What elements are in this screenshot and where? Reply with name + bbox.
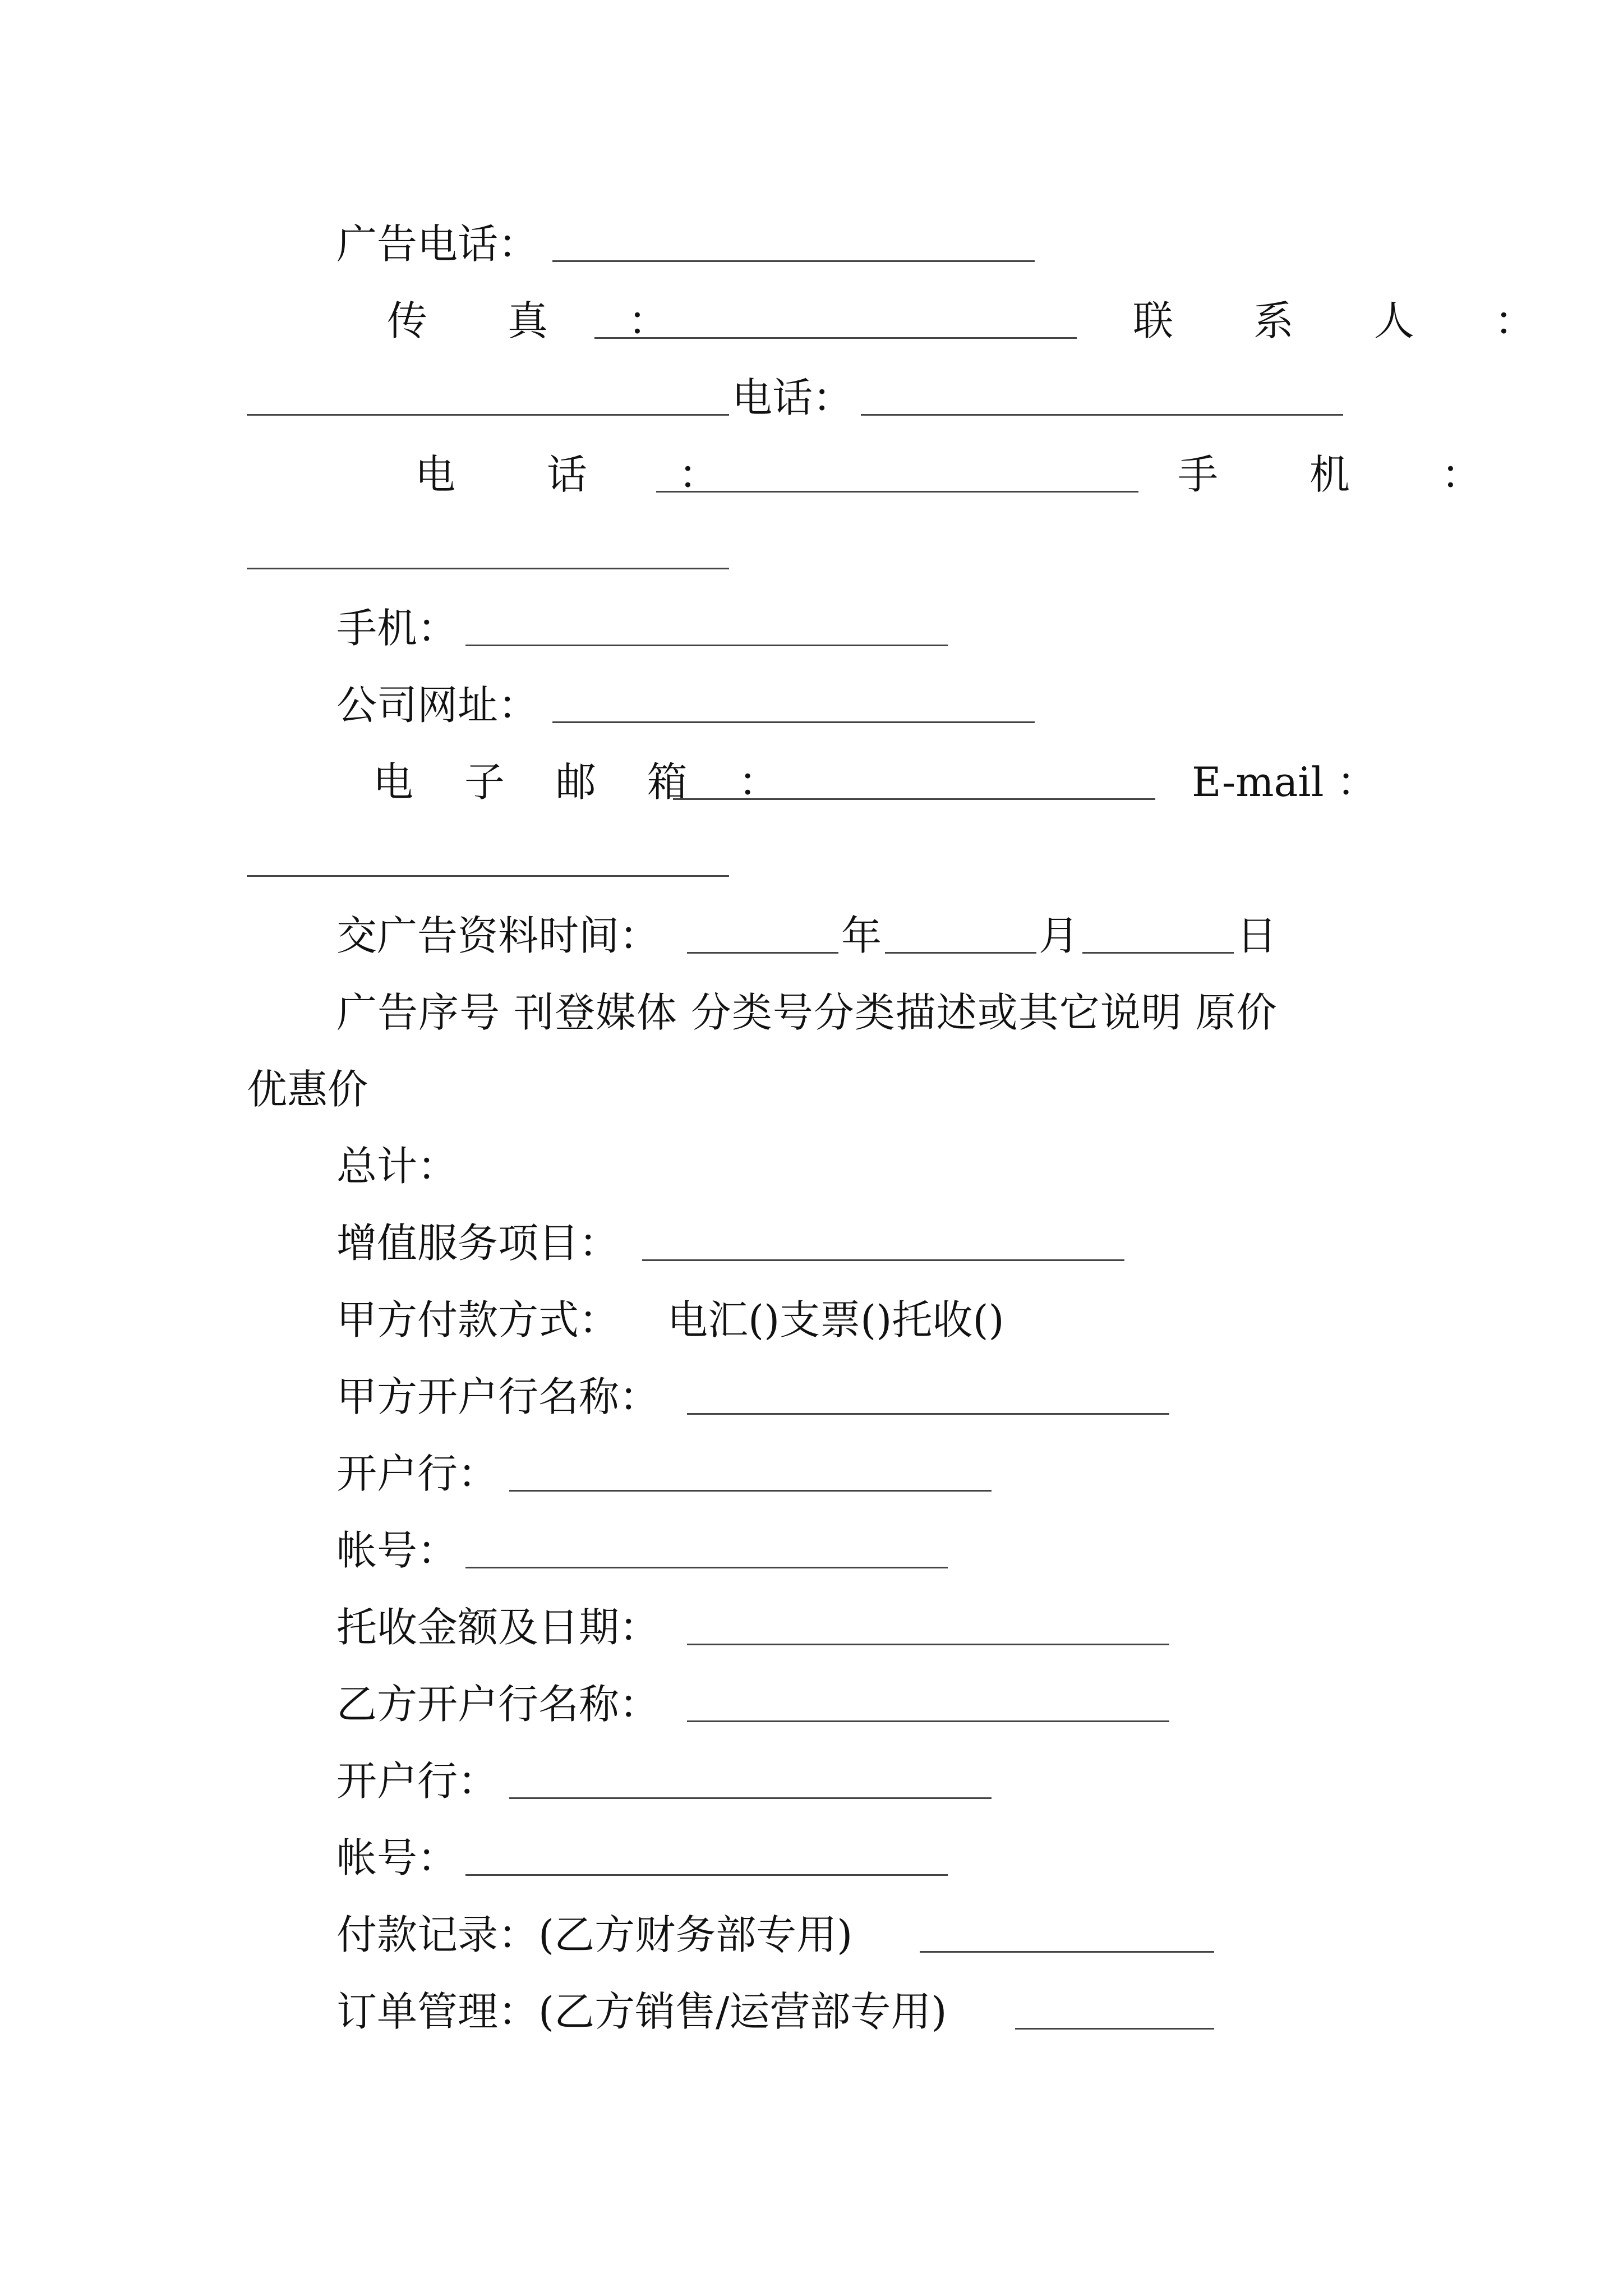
ad-phone-row (0, 213, 1623, 275)
collection-amount-label: 托收金额及日期： (336, 1604, 660, 1651)
month-label: 月 (1039, 912, 1080, 959)
mobile-blank[interactable] (465, 645, 948, 646)
party-a-bank-row (0, 1443, 1623, 1504)
website-row (0, 674, 1623, 736)
party-a-bank-name-label: 甲方开户行名称： (336, 1373, 660, 1420)
value-added-blank[interactable] (642, 1259, 1124, 1261)
phone2-label: 电 话 ： (415, 451, 758, 498)
payment-record-blank[interactable] (920, 1951, 1214, 1953)
collection-amount-row (0, 1596, 1623, 1658)
mobile2-label: 手 机 ： (1178, 451, 1521, 498)
email-cn-blank[interactable] (673, 798, 1155, 800)
ad-phone-blank[interactable] (552, 260, 1035, 262)
order-mgmt-row (0, 1981, 1623, 2042)
party-a-bank-blank[interactable] (509, 1490, 992, 1492)
day-label: 日 (1237, 912, 1278, 959)
mobile-row (0, 597, 1623, 659)
value-added-row (0, 1212, 1623, 1274)
mobile-label: 手机： (336, 605, 458, 652)
party-b-account-label: 帐号： (336, 1834, 458, 1881)
collection-amount-blank[interactable] (687, 1644, 1169, 1645)
phone2-mobile2-row (0, 444, 1623, 505)
contact-blank[interactable] (247, 414, 729, 416)
party-a-bank-name-blank[interactable] (687, 1413, 1169, 1415)
party-b-account-row (0, 1827, 1623, 1889)
email-en-label: E-mail ： (1192, 758, 1377, 806)
submit-time-label: 交广告资料时间： (336, 912, 660, 959)
party-b-bank-name-row (0, 1673, 1623, 1735)
party-b-bank-blank[interactable] (509, 1797, 992, 1799)
email-cn-label: 电 子 邮 箱 ： (373, 758, 798, 806)
party-a-bank-name-row (0, 1366, 1623, 1428)
day-blank[interactable] (1082, 952, 1234, 954)
fax-blank[interactable] (594, 337, 1077, 339)
party-b-bank-name-blank[interactable] (687, 1720, 1169, 1722)
email-en-blank[interactable] (247, 875, 729, 877)
party-a-account-label: 帐号： (336, 1527, 458, 1574)
contact-phone-row (0, 367, 1623, 429)
mobile2-blank[interactable] (247, 568, 729, 569)
phone2-blank[interactable] (656, 491, 1138, 493)
party-b-bank-label: 开户行： (336, 1757, 499, 1805)
party-a-account-blank[interactable] (465, 1567, 948, 1568)
fax-label: 传 真 ： (387, 297, 702, 344)
party-b-bank-name-label: 乙方开户行名称： (336, 1681, 660, 1728)
email-blank-row (0, 828, 1623, 890)
payment-options[interactable]: 电汇()支票()托收() (667, 1296, 1004, 1343)
year-label: 年 (841, 912, 882, 959)
payment-method-label: 甲方付款方式： (336, 1296, 620, 1343)
phone-label: 电话： (732, 374, 854, 421)
website-blank[interactable] (552, 721, 1035, 723)
value-added-label: 增值服务项目： (336, 1220, 620, 1267)
order-mgmt-label: 订单管理：(乙方销售/运营部专用) (336, 1988, 947, 2035)
party-b-bank-row (0, 1750, 1623, 1812)
year-blank[interactable] (687, 952, 838, 954)
phone-blank[interactable] (861, 414, 1343, 416)
total-row (0, 1135, 1623, 1197)
party-b-account-blank[interactable] (465, 1874, 948, 1876)
mobile2-blank-row (0, 521, 1623, 582)
ad-phone-label: 广告电话： (336, 220, 539, 268)
payment-record-label: 付款记录：(乙方财务部专用) (336, 1911, 853, 1958)
payment-record-row (0, 1904, 1623, 1966)
month-blank[interactable] (885, 952, 1036, 954)
payment-method-row (0, 1289, 1623, 1351)
email-row (0, 751, 1623, 813)
fax-contact-row (0, 290, 1623, 352)
total-label: 总计： (336, 1143, 458, 1190)
order-mgmt-blank[interactable] (1015, 2028, 1214, 2030)
table-header-row-2 (0, 1059, 1623, 1120)
submit-time-row (0, 905, 1623, 967)
contact-label: 联 系 人 ： (1133, 297, 1569, 344)
table-header-line1: 广告序号 刊登媒体 分类号分类描述或其它说明 原价 (336, 989, 1278, 1036)
party-a-account-row (0, 1520, 1623, 1581)
party-a-bank-label: 开户行： (336, 1450, 499, 1497)
table-header-line2: 优惠价 (247, 1066, 368, 1113)
table-header-row-1 (0, 982, 1623, 1043)
website-label: 公司网址： (336, 682, 539, 729)
